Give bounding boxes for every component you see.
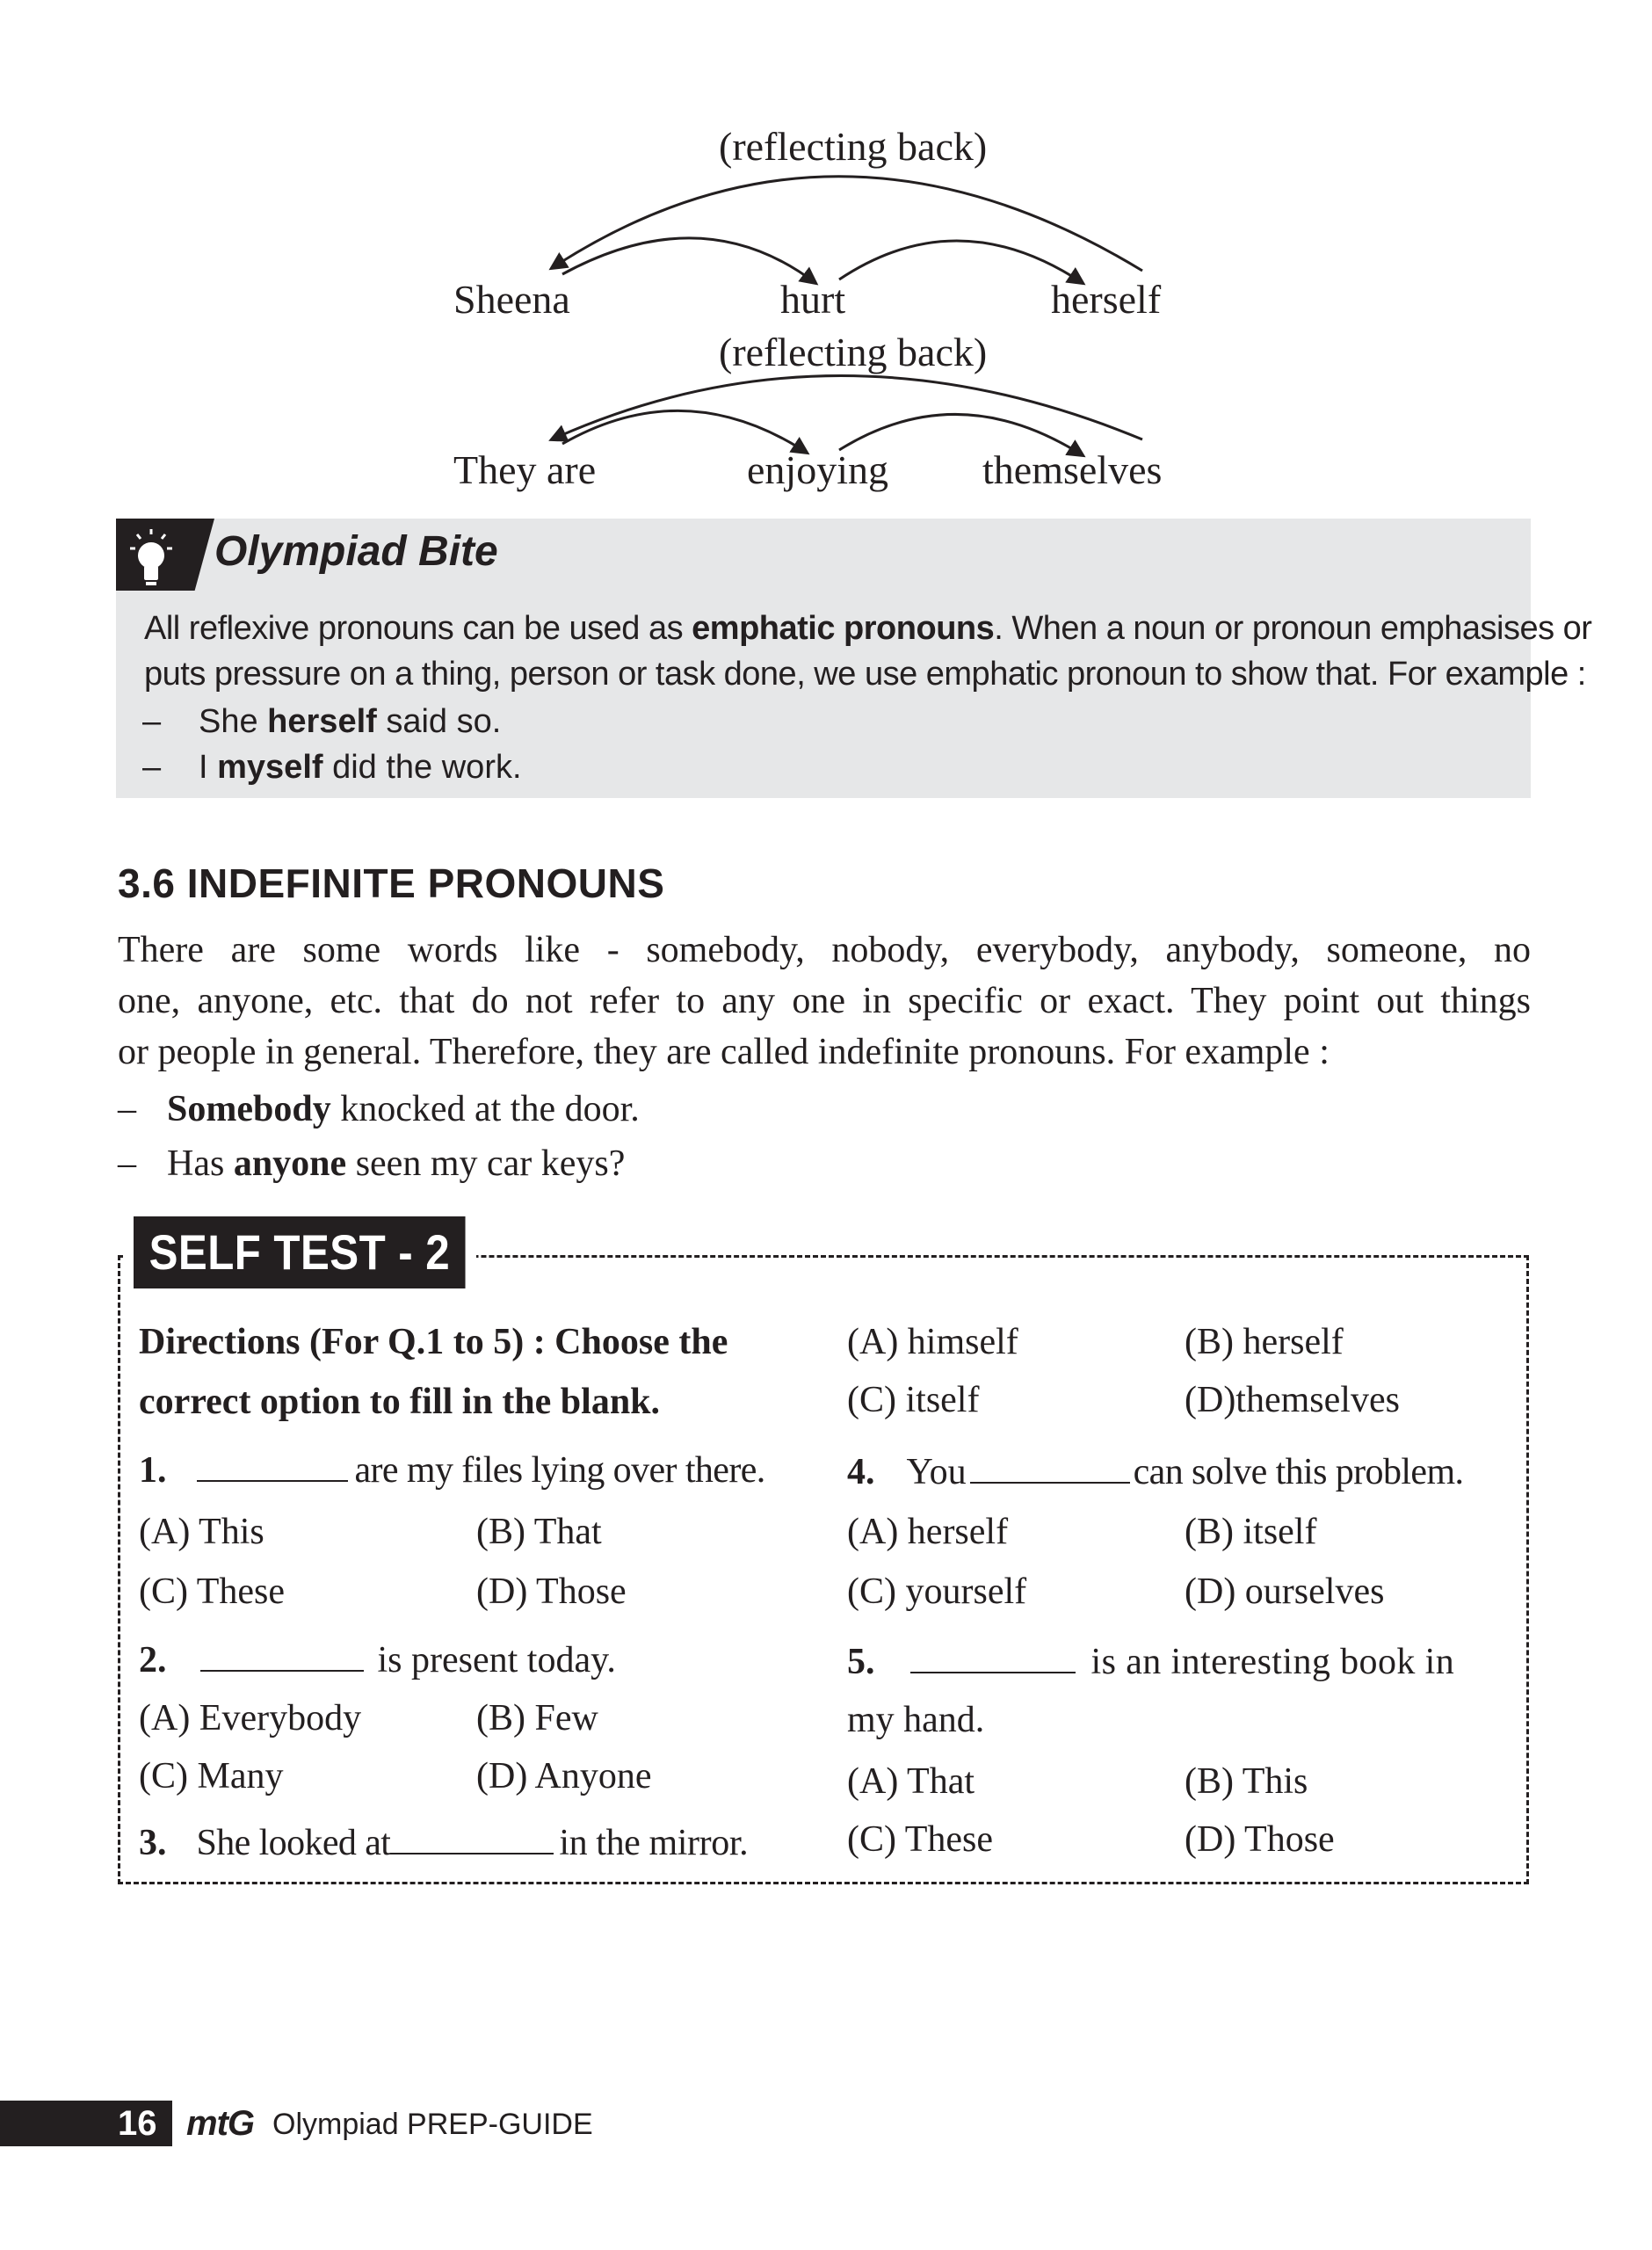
question-number: 5. bbox=[847, 1642, 875, 1682]
answer-blank bbox=[390, 1852, 554, 1854]
example-1 bbox=[167, 1088, 640, 1130]
q4-option-b[interactable]: (B) itself bbox=[1185, 1512, 1317, 1552]
bite-text-line-2: puts pressure on a thing, person or task done, we use emphatic pronoun to show that. For example : bbox=[144, 656, 1586, 693]
answer-blank bbox=[910, 1671, 1076, 1673]
question-text: can solve this problem. bbox=[1133, 1452, 1464, 1492]
bite-text-segment: . When a noun or pronoun emphasises or bbox=[994, 610, 1592, 647]
diagram-2-word-verb: enjoying bbox=[747, 447, 888, 492]
question-5 bbox=[847, 1644, 1454, 1680]
bite-text-segment: All reflexive pronouns can be used as bbox=[144, 610, 692, 647]
section-heading: 3.6 INDEFINITE PRONOUNS bbox=[118, 860, 665, 906]
question-text: are my files lying over there. bbox=[354, 1450, 765, 1491]
page-number: 16 bbox=[118, 2104, 157, 2143]
bite-example-text: She bbox=[199, 703, 268, 740]
diagram-1-label: (reflecting back) bbox=[719, 124, 988, 169]
brand-logo: mtG bbox=[186, 2104, 254, 2143]
q1-option-c[interactable]: (C) These bbox=[139, 1571, 286, 1612]
diagram-2-word-pronoun: themselves bbox=[982, 447, 1163, 492]
bite-example-2 bbox=[199, 749, 522, 787]
example-2 bbox=[167, 1143, 625, 1185]
q2-option-a[interactable]: (A) Everybody bbox=[139, 1698, 362, 1738]
q5-option-a[interactable]: (A) That bbox=[847, 1761, 975, 1802]
example-text: knocked at the door. bbox=[330, 1089, 640, 1129]
answer-blank bbox=[200, 1669, 364, 1672]
q2-option-b[interactable]: (B) Few bbox=[476, 1698, 598, 1738]
q1-option-b[interactable]: (B) That bbox=[476, 1512, 602, 1552]
question-text: You bbox=[906, 1452, 967, 1492]
bite-text-line-1 bbox=[144, 612, 1591, 645]
bite-example-text: said so. bbox=[376, 703, 502, 740]
footer-title: Olympiad PREP-GUIDE bbox=[272, 2108, 593, 2141]
diagram-1-word-verb: hurt bbox=[780, 277, 846, 322]
q1-option-d[interactable]: (D) Those bbox=[476, 1571, 627, 1612]
example-dash: – bbox=[118, 1143, 136, 1184]
question-number: 2. bbox=[139, 1640, 167, 1680]
directions-line-1: Directions (For Q.1 to 5) : Choose the bbox=[139, 1322, 728, 1362]
q5-option-b[interactable]: (B) This bbox=[1185, 1761, 1308, 1802]
example-bold: anyone bbox=[233, 1143, 347, 1184]
question-number: 4. bbox=[847, 1452, 875, 1492]
bite-title: Olympiad Bite bbox=[214, 528, 498, 575]
bite-bold-term: emphatic pronouns bbox=[692, 610, 995, 647]
example-text: Has bbox=[167, 1143, 234, 1184]
bite-example-1 bbox=[199, 703, 501, 741]
q5-option-c[interactable]: (C) These bbox=[847, 1819, 994, 1860]
q4-option-a[interactable]: (A) herself bbox=[847, 1512, 1009, 1552]
question-text: is an interesting book in bbox=[1090, 1642, 1455, 1682]
q3-option-d[interactable]: (D)themselves bbox=[1185, 1380, 1400, 1420]
q1-option-a[interactable]: (A) This bbox=[139, 1512, 264, 1552]
bite-example-dash: – bbox=[142, 703, 162, 740]
diagram-2-label: (reflecting back) bbox=[719, 330, 988, 374]
question-4 bbox=[847, 1454, 1463, 1491]
question-2 bbox=[139, 1642, 616, 1679]
paragraph-line-2: one, anyone, etc. that do not refer to any one in specific or exact. They point out things bbox=[118, 981, 1531, 1021]
bite-example-bold: myself bbox=[217, 749, 323, 786]
question-1 bbox=[139, 1452, 765, 1489]
bite-icon-container bbox=[116, 519, 214, 591]
q5-option-d[interactable]: (D) Those bbox=[1185, 1819, 1335, 1860]
bite-example-text: I bbox=[199, 749, 218, 786]
diagram-1-word-subject: Sheena bbox=[453, 277, 570, 322]
question-text: is present today. bbox=[377, 1640, 616, 1680]
q4-option-c[interactable]: (C) yourself bbox=[847, 1571, 1027, 1612]
question-5-line-2: my hand. bbox=[847, 1700, 985, 1740]
example-dash: – bbox=[118, 1089, 136, 1129]
q3-option-a[interactable]: (A) himself bbox=[847, 1322, 1018, 1362]
question-3 bbox=[139, 1825, 748, 1862]
example-bold: Somebody bbox=[167, 1089, 331, 1129]
paragraph-line-3: or people in general. Therefore, they are called indefinite pronouns. For example : bbox=[118, 1032, 1330, 1072]
self-test-label: SELF TEST - 2 bbox=[134, 1216, 466, 1288]
q3-option-b[interactable]: (B) herself bbox=[1185, 1322, 1344, 1362]
diagram-1-word-pronoun: herself bbox=[1051, 277, 1162, 322]
bite-example-bold: herself bbox=[267, 703, 377, 740]
question-text: She looked at bbox=[196, 1823, 391, 1863]
example-text: seen my car keys? bbox=[346, 1143, 626, 1184]
question-text: in the mirror. bbox=[559, 1823, 749, 1863]
q4-option-d[interactable]: (D) ourselves bbox=[1185, 1571, 1385, 1612]
q3-option-c[interactable]: (C) itself bbox=[847, 1380, 980, 1420]
bite-example-text: did the work. bbox=[322, 749, 522, 786]
olympiad-bite-box bbox=[116, 519, 1592, 798]
answer-blank bbox=[970, 1481, 1130, 1484]
directions-line-2: correct option to fill in the blank. bbox=[139, 1382, 661, 1422]
diagram-arrows-1 bbox=[0, 0, 1652, 492]
bite-example-dash: – bbox=[142, 749, 162, 786]
q2-option-d[interactable]: (D) Anyone bbox=[476, 1756, 652, 1796]
paragraph-line-1: There are some words like - somebody, nobody, everybody, anybody, someone, no bbox=[118, 930, 1531, 970]
q2-option-c[interactable]: (C) Many bbox=[139, 1756, 284, 1796]
question-number: 1. bbox=[139, 1450, 167, 1491]
diagram-2-word-subject: They are bbox=[453, 447, 597, 492]
lightbulb-icon bbox=[116, 519, 214, 591]
answer-blank bbox=[197, 1479, 348, 1482]
question-number: 3. bbox=[139, 1823, 167, 1863]
